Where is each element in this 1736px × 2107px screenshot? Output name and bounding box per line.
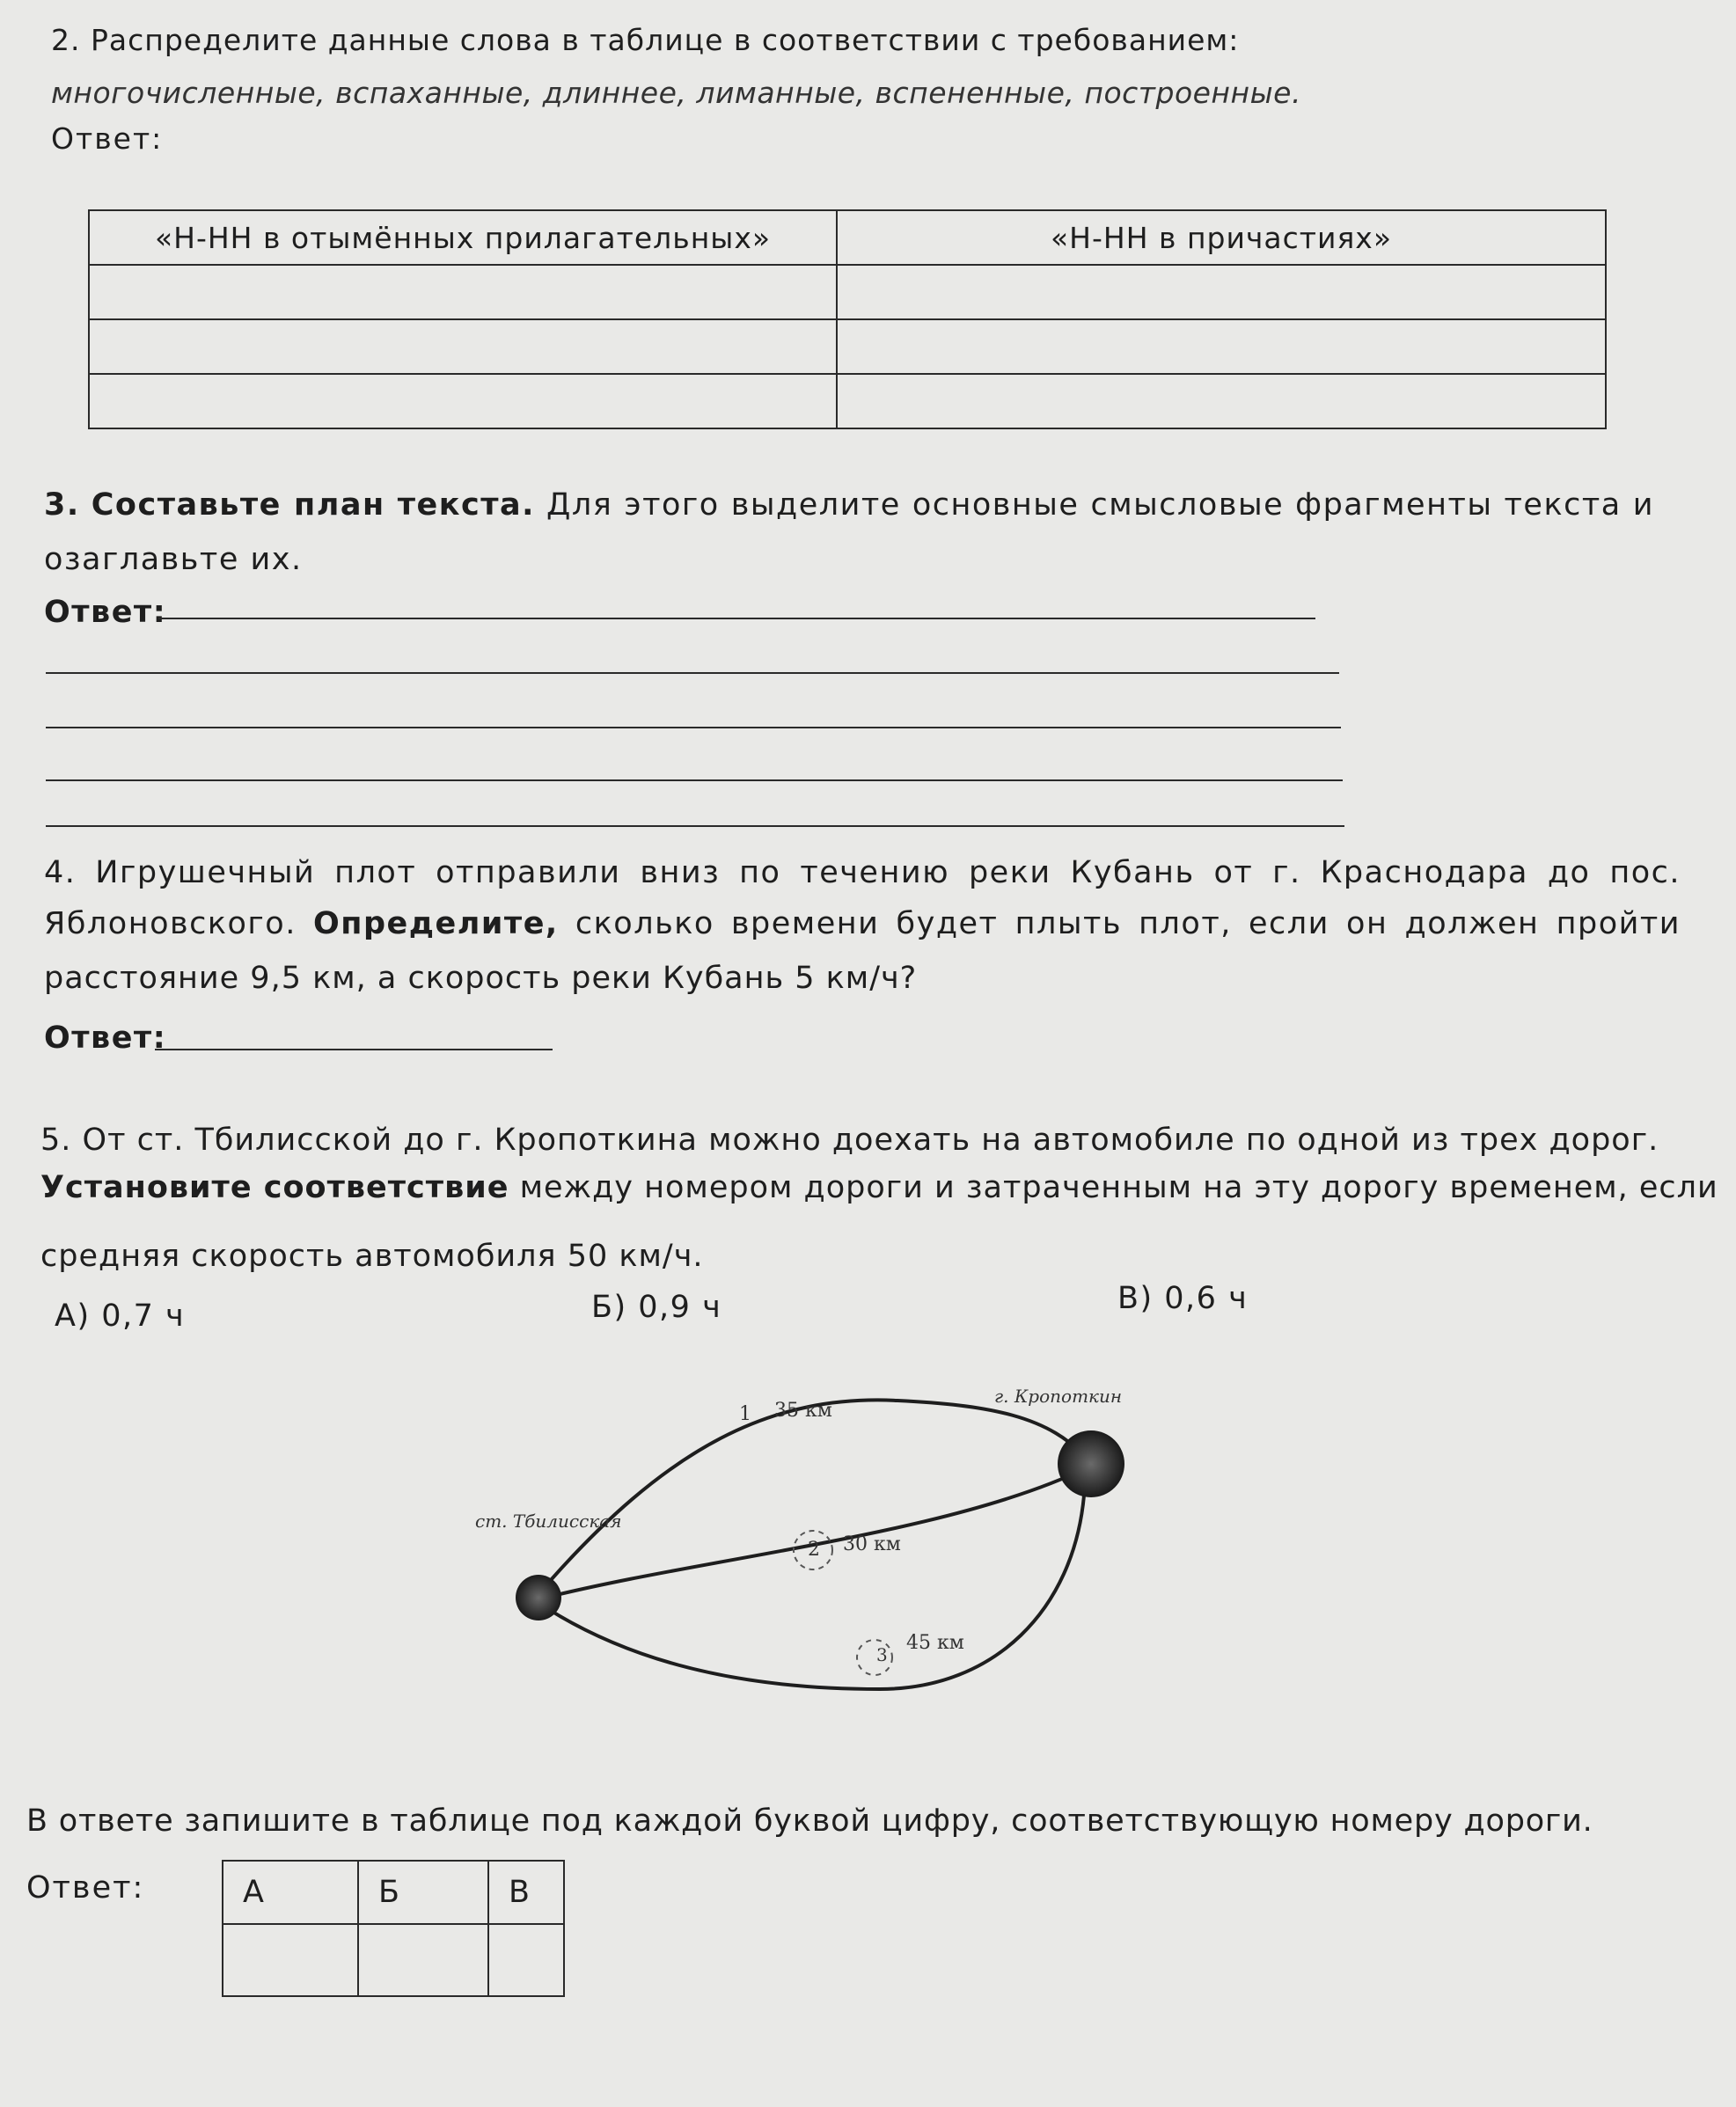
task4-answer-label: Ответ: <box>44 1021 167 1056</box>
road-2-number: 2 <box>808 1539 820 1561</box>
road-3-number: 3 <box>876 1644 888 1665</box>
task5-line1: 5. От ст. Тбилисской до г. Кропоткина можно доехать на автомобиле по одной из трех дорог. <box>40 1123 1659 1158</box>
answer-cell-a[interactable] <box>223 1924 358 1996</box>
answer-header-a: А <box>223 1861 358 1924</box>
option-a: А) 0,7 ч <box>55 1299 186 1334</box>
road-1-distance: 35 км <box>774 1400 832 1422</box>
task5-line2: Установите соответствие между номером дороги и затраченным на эту дорогу временем, если <box>40 1170 1718 1205</box>
task3-answer-label: Ответ: <box>44 595 167 630</box>
task2-words: многочисленные, вспаханные, длиннее, лиманные, вспененные, построенные. <box>51 76 1301 110</box>
task4-line2: Яблоновского. Определите, сколько времени будет плыть плот, если он должен пройти <box>44 906 1681 941</box>
task2-answer-label: Ответ: <box>51 121 164 156</box>
answer-header-v: В <box>488 1861 564 1924</box>
task2-table-header-1: «Н-НН в отымённых прилагательных» <box>89 210 837 265</box>
road-1-number: 1 <box>739 1403 751 1425</box>
road-3-distance: 45 км <box>906 1632 964 1654</box>
answer-cell-b[interactable] <box>358 1924 488 1996</box>
task5-line3: средняя скорость автомобиля 50 км/ч. <box>40 1239 704 1274</box>
end-node <box>1058 1430 1124 1497</box>
start-label: ст. Тбилисская <box>475 1511 622 1532</box>
answer-header-b: Б <box>358 1861 488 1924</box>
task2-table-header-2: «Н-НН в причастиях» <box>837 210 1606 265</box>
task2-heading: 2. Распределите данные слова в таблице в соответствии с требованием: <box>51 23 1240 57</box>
task3-line2: озаглавьте их. <box>44 542 303 577</box>
answer-cell-v[interactable] <box>488 1924 564 1996</box>
road-2-distance: 30 км <box>843 1533 901 1555</box>
task4-line1: 4. Игрушечный плот отправили вниз по течению реки Кубань от г. Краснодара до пос. <box>44 855 1681 890</box>
task5-answer-table <box>222 1860 565 1997</box>
task3-line1: 3. Составьте план текста. Для этого выделите основные смысловые фрагменты текста и <box>44 487 1654 523</box>
task5-instruction: В ответе запишите в таблице под каждой буквой цифру, соответствующую номеру дороги. <box>26 1803 1593 1839</box>
road-2 <box>538 1467 1089 1599</box>
option-v: В) 0,6 ч <box>1117 1281 1249 1316</box>
end-label: г. Кропоткин <box>994 1386 1123 1407</box>
option-b: Б) 0,9 ч <box>591 1290 722 1325</box>
task5-answer-label: Ответ: <box>26 1870 145 1906</box>
start-node <box>516 1575 561 1620</box>
task4-line3: расстояние 9,5 км, а скорость реки Кубань 5 км/ч? <box>44 961 918 996</box>
